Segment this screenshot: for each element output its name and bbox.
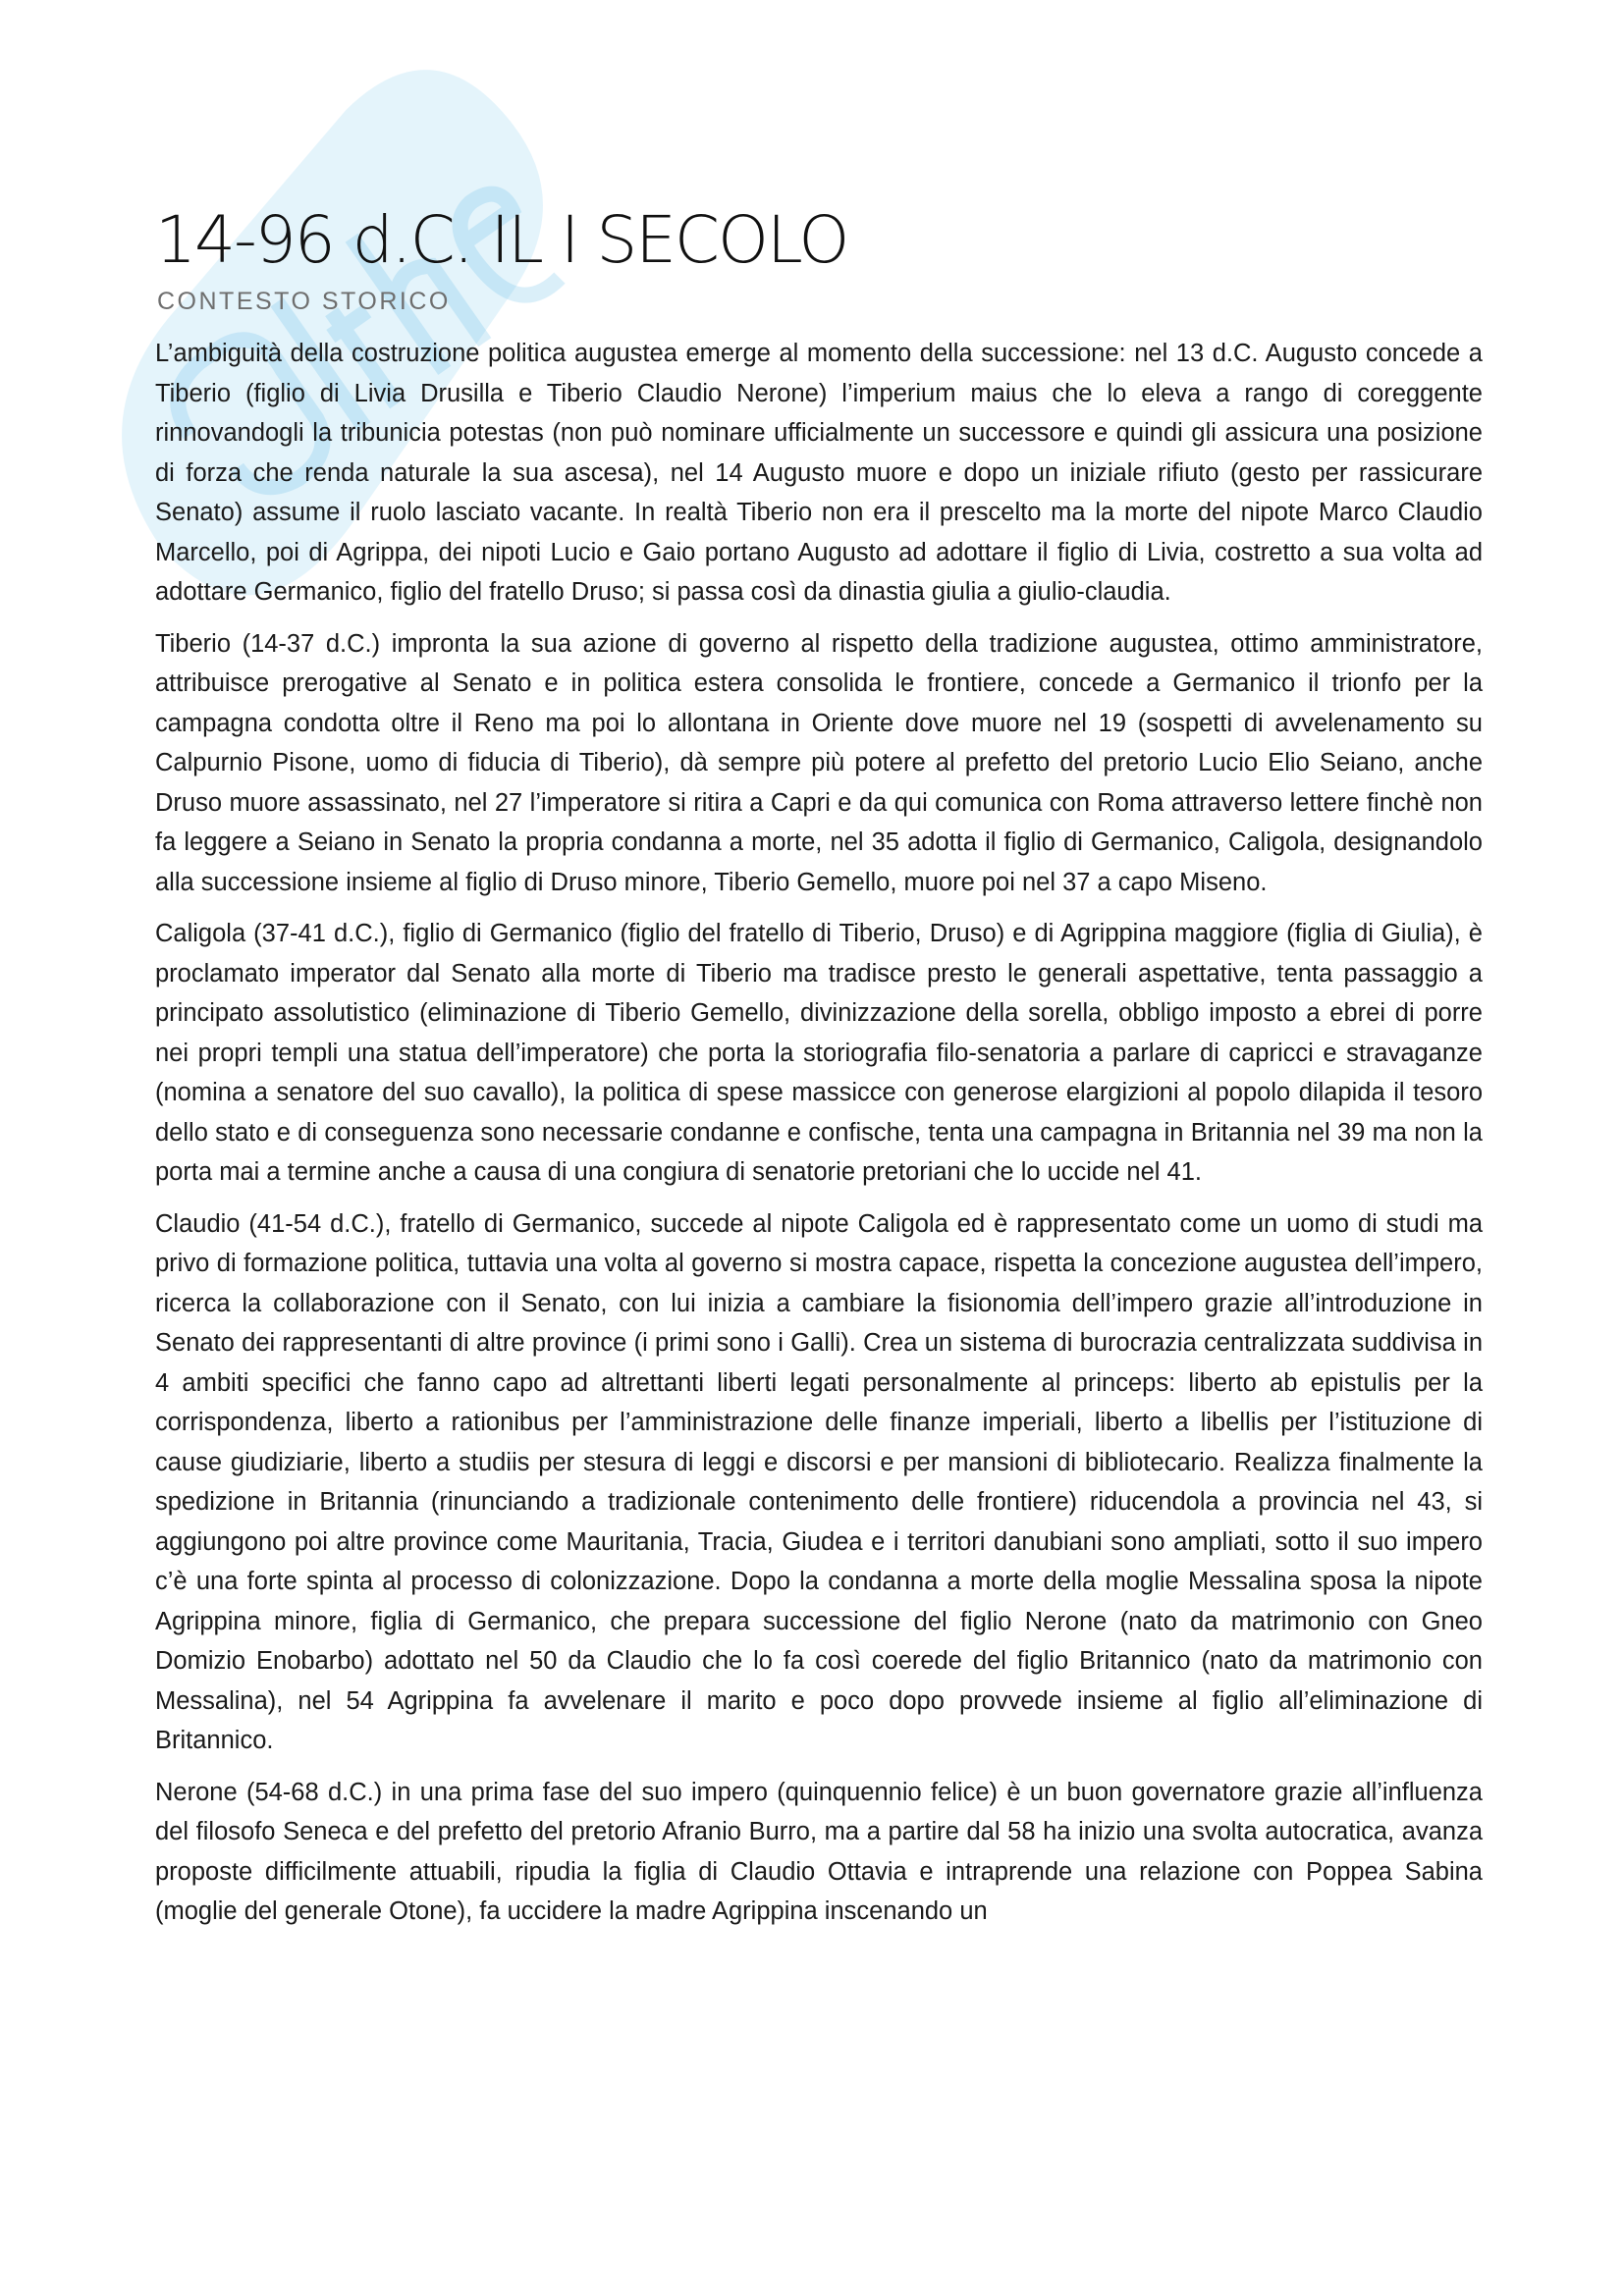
paragraph-tiberio: Tiberio (14-37 d.C.) impronta la sua azione di governo al rispetto della tradizione augustea, ottimo amministratore, attribuisce prerogative al Senato e in politica estera consolida le frontiere, concede a Germanico il trionfo per la campagna condotta oltre il Reno ma poi lo allontana in Oriente dove muore nel 19 (sospetti di avvelenamento su Calpurnio Pisone, uomo di fiducia di Tiberio), dà sempre più potere al prefetto del pretorio Lucio Elio Seiano, anche Druso muore assassinato, nel 27 l’imperatore si ritira a Capri e da qui comunica con Roma attraverso lettere finchè non fa leggere a Seiano in Senato la propria condanna a morte, nel 35 adotta il figlio di Germanico, Caligola, designandolo alla successione insieme al figlio di Druso minore, Tiberio Gemello, muore poi nel 37 a capo Miseno. [155,629,1483,896]
paragraph-claudio: Claudio (41-54 d.C.), fratello di Germanico, succede al nipote Caligola ed è rappresentato come un uomo di studi ma privo di formazione politica, tuttavia una volta al governo si mostra capace, rispetta la concezione augustea dell’impero, ricerca la collaborazione con il Senato, con lui inizia a cambiare la fisionomia dell’impero grazie all’introduzione in Senato dei rappresentanti di altre province (i primi sono i Galli). Crea un sistema di burocrazia centralizzata suddivisa in 4 ambiti specifici che fanno capo ad altrettanti liberti legati personalmente al princeps: liberto ab epistulis per la corrispondenza, liberto a rationibus per l’amministrazione delle finanze imperiali, liberto a libellis per l’istituzione di cause giudiziarie, liberto a studiis per stesura di leggi e discorsi e per mansioni di bibliotecario. Realizza finalmente la spedizione in Britannia (rinunciando a tradizionale contenimento delle frontiere) riducendola a provincia nel 43, si aggiungono poi altre province come Mauritania, Tracia, Giudea e i territori danubiani sono ampliati, sotto il suo impero c’è una forte spinta al processo di colonizzazione. Dopo la condanna a morte della moglie Messalina sposa la nipote Agrippina minore, figlia di Germanico, che prepara successione del figlio Nerone (nato da matrimonio con Gneo Domizio Enobarbo) adottato nel 50 da Claudio che lo fa così coerede del figlio Britannico (nato da matrimonio con Messalina), nel 54 Agrippina fa avvelenare il marito e poco dopo provvede insieme al figlio all’eliminazione di Britannico. [155,1209,1483,1754]
paragraph-succession: L’ambiguità della costruzione politica augustea emerge al momento della successione: nel 13 d.C. Augusto concede a Tiberio (figlio di Livia Drusilla e Tiberio Claudio Nerone) l’imperium maius che lo eleva a rango di coreggente rinnovandogli la tribunicia potestas (non può nominare ufficialmente un successore e quindi gli assicura una posizione di forza che renda naturale la sua ascesa), nel 14 Augusto muore e dopo un iniziale rifiuto (gesto per rassicurare Senato) assume il ruolo lasciato vacante. In realtà Tiberio non era il prescelto ma la morte del nipote Marco Claudio Marcello, poi di Agrippa, dei nipoti Lucio e Gaio portano Augusto ad adottare il figlio di Livia, costretto a sua volta ad adottare Germanico, figlio del fratello Druso; si passa così da dinastia giulia a giulio-claudia. [155,340,1483,606]
paragraph-caligola: Caligola (37-41 d.C.), figlio di Germanico (figlio del fratello di Tiberio, Druso) e di Agrippina maggiore (figlia di Giulia), è proclamato imperator dal Senato alla morte di Tiberio ma tradisce presto le generali aspettative, tenta passaggio a principato assolutistico (eliminazione di Tiberio Gemello, divinizzazione della sorella, obbligo imposto a ebrei di porre nei propri templi una statua dell’imperatore) che porta la storiografia filo-senatoria a parlare di capricci e stravaganze (nomina a senatore del suo cavallo), la politica di spese massicce con generose elargizioni al popolo dilapida il tesoro dello stato e di conseguenza sono necessarie condanne e confische, tenta una campagna in Britannia nel 39 ma non la porta mai a termine anche a causa di una congiura di senatorie pretoriani che lo uccide nel 41. [155,920,1483,1186]
paragraph-nerone: Nerone (54-68 d.C.) in una prima fase del suo impero (quinquennio felice) è un buon governatore grazie all’influenza del filosofo Seneca e del prefetto del pretorio Afranio Burro, ma a partire dal 58 ha inizio una svolta autocratica, avanza proposte difficilmente attuabili, ripudia la figlia di Claudio Ottavia e intraprende una relazione con Poppea Sabina (moglie del generale Otone), fa uccidere la madre Agrippina inscenando un [155,1778,1483,1925]
document-subtitle: CONTESTO STORICO [157,288,451,315]
document-title: 14-96 d.C. IL I SECOLO [155,202,848,278]
document-page [155,201,1483,1944]
